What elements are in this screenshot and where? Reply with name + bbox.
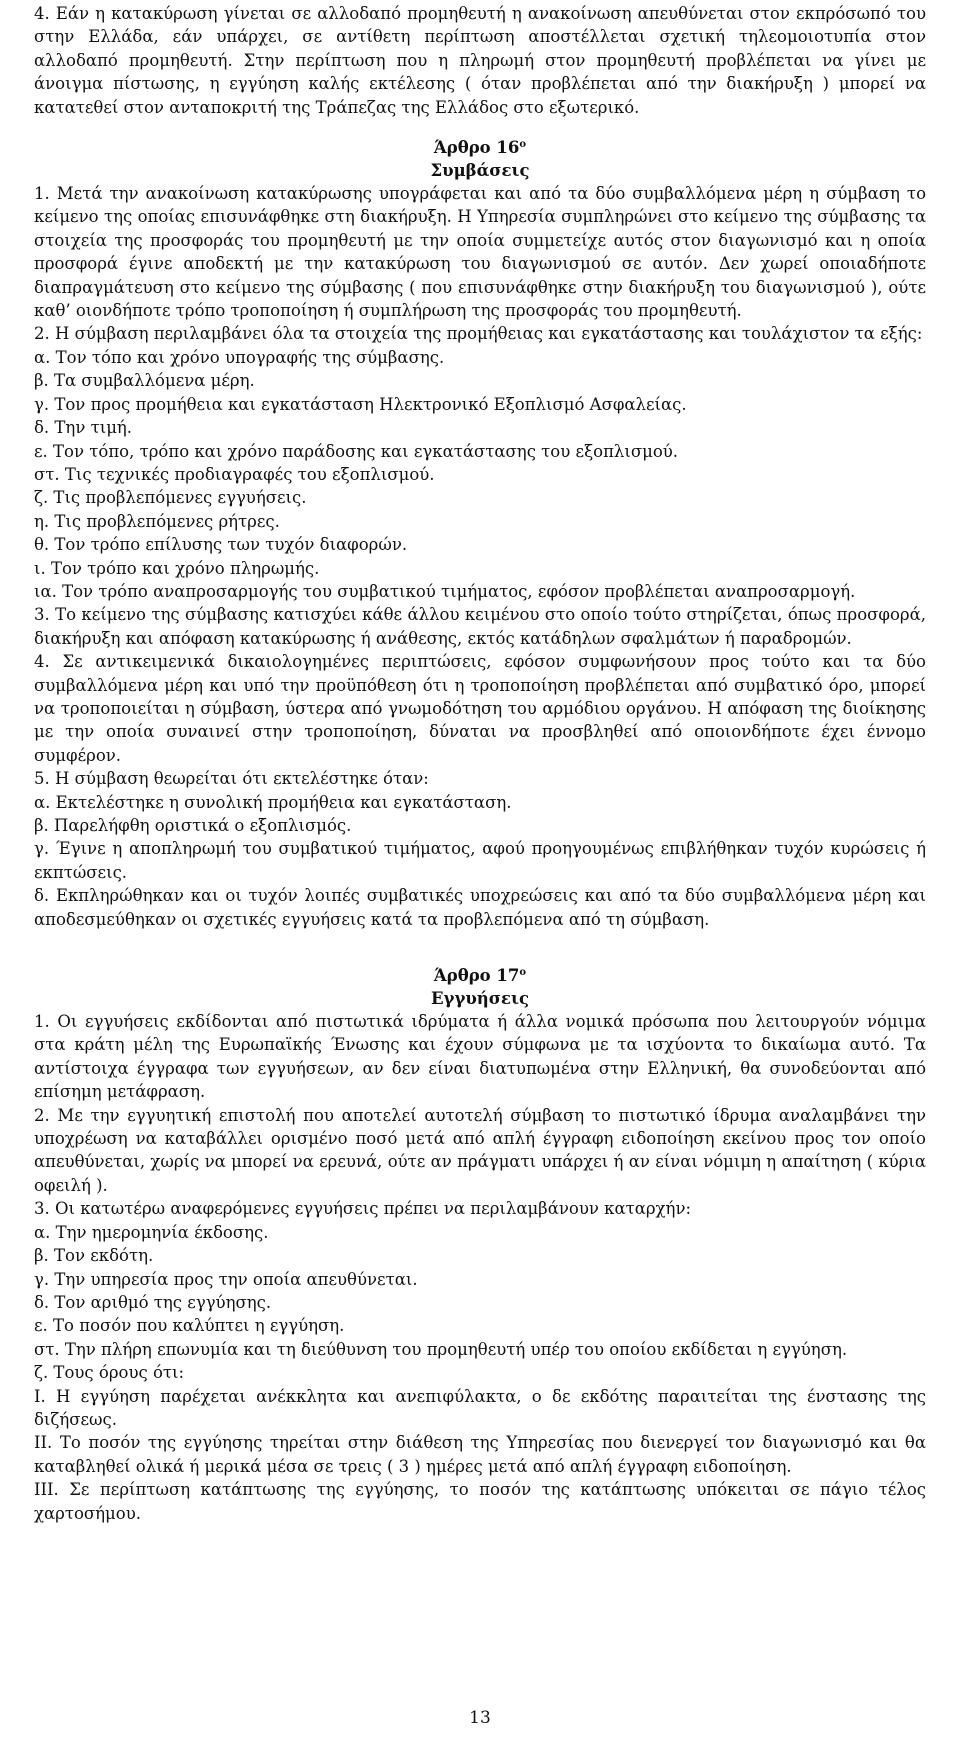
- article-16-paragraph: 3. Το κείμενο της σύμβασης κατισχύει κάθε άλλου κειμένου στο οποίο τούτο στηρίζεται, όπως προσφορά, διακήρυξη και απόφαση κατακύρωσης ή ανάθεσης, εκτός κατάδηλων σφαλμάτων ή παραδρομών.: [34, 605, 926, 648]
- list-item: ζ. Τους όρους ότι:: [34, 1363, 185, 1383]
- list-item: δ. Την τιμή.: [34, 418, 133, 438]
- list-item: γ. Τον προς προμήθεια και εγκατάσταση Ηλεκτρονικό Εξοπλισμό Ασφαλείας.: [34, 394, 687, 414]
- spacer: [34, 931, 926, 961]
- document-page: [34, 2, 926, 1525]
- list-item: δ. Τον αριθμό της εγγύησης.: [34, 1292, 272, 1312]
- article-17-ordinal: ο: [519, 967, 527, 979]
- page-number: 13: [469, 1708, 491, 1728]
- article-16-paragraph: 1. Μετά την ανακοίνωση κατακύρωσης υπογράφεται και από τα δύο συμβαλλόμενα μέρη η σύμβαση το κείμενο της οποίας επισυνάφθηκε στη διακήρυξη. Η Υπηρεσία συμπληρώνει στο κείμενο της σύμβασης τα στοιχεία της προσφοράς του προμηθευτή με την οποία συμμετείχε αυτός στον διαγωνισμό και η οποία προσφορά έγινε αποδεκτή με την κατακύρωση του διαγωνισμού σε αυτόν. Δεν χωρεί οποιαδήποτε διαπραγμάτευση στο κείμενο της σύμβασης ( που επισυνάφθηκε στην διακήρυξη του διαγωνισμού ), ούτε καθ’ οιονδήποτε τρόπο τροποποίηση ή συμπλήρωση της προσφοράς του προμηθευτή.: [34, 184, 926, 321]
- article-17-number: Άρθρο 17: [433, 966, 520, 986]
- list-item: γ. Την υπηρεσία προς την οποία απευθύνεται.: [34, 1269, 418, 1289]
- article-17-paragraph: 3. Οι κατωτέρω αναφερόμενες εγγυήσεις πρέπει να περιλαμβάνουν καταρχήν:: [34, 1199, 692, 1219]
- article-16-body: [34, 182, 926, 931]
- list-item: α. Εκτελέστηκε η συνολική προμήθεια και εγκατάσταση.: [34, 792, 512, 812]
- list-item: ΙΙ. Το ποσόν της εγγύησης τηρείται στην διάθεση της Υπηρεσίας που διενεργεί τον διαγωνισμό και θα καταβληθεί ολικά ή μερικά μέσα σε τρεις ( 3 ) ημέρες μετά από απλή έγγραφη ειδοποίηση.: [34, 1433, 926, 1476]
- list-item: β. Παρελήφθη οριστικά ο εξοπλισμός.: [34, 816, 352, 835]
- list-item: δ. Εκπληρώθηκαν και οι τυχόν λοιπές συμβατικές υποχρεώσεις και από τα δύο συμβαλλόμενα μέρη και αποδεσμεύθηκαν οι σχετικές εγγυήσεις κατά τα προβλεπόμενα από τη σύμβαση.: [34, 886, 926, 929]
- list-item: γ. Έγινε η αποπληρωμή του συμβατικού τιμήματος, αφού προηγουμένως επιβλήθηκαν τυχόν κυρώσεις ή εκπτώσεις.: [34, 839, 926, 882]
- list-item: ζ. Τις προβλεπόμενες εγγυήσεις.: [34, 488, 307, 508]
- article-16-title: Συμβάσεις: [430, 161, 530, 181]
- intro-paragraph: 4. Εάν η κατακύρωση γίνεται σε αλλοδαπό προμηθευτή η ανακοίνωση απευθύνεται στον εκπρόσωπό του στην Ελλάδα, εάν υπάρχει, σε αντίθετη περίπτωση αποστέλλεται σχετική τηλεομοιοτυπία στον αλλοδαπό προμηθευτή. Στην περίπτωση που η πληρωμή στον προμηθευτή προβλέπεται να γίνει με άνοιγμα πίστωσης, η εγγύηση καλής εκτέλεσης ( όταν προβλέπεται από την διακήρυξη ) μπορεί να κατατεθεί στον ανταποκριτή της Τράπεζας της Ελλάδος στο εξωτερικό.: [34, 4, 926, 117]
- list-item: ια. Τον τρόπο αναπροσαρμογής του συμβατικού τιμήματος, εφόσον προβλέπεται αναπροσαρμογή.: [34, 581, 856, 601]
- list-item: ι. Τον τρόπο και χρόνο πληρωμής.: [34, 558, 320, 578]
- article-16-heading: [34, 133, 926, 159]
- list-item: α. Την ημερομηνία έκδοσης.: [34, 1222, 269, 1242]
- article-17-paragraph: 2. Με την εγγυητική επιστολή που αποτελεί αυτοτελή σύμβαση το πιστωτικό ίδρυμα αναλαμβάνει την υποχρέωση να καταβάλλει ορισμένο ποσό μετά από απλή έγγραφη ειδοποίηση εκείνου προς τον οποίο απευθύνεται, χωρίς να μπορεί να ερευνά, ούτε αν πράγματι υπάρχει ή αν είναι νόμιμη η απαίτηση ( κύρια οφειλή ).: [34, 1105, 926, 1195]
- list-item: στ. Την πλήρη επωνυμία και τη διεύθυνση του προμηθευτή υπέρ του οποίου εκδίδεται η εγγύηση.: [34, 1339, 848, 1359]
- article-16-paragraph: 5. Η σύμβαση θεωρείται ότι εκτελέστηκε όταν:: [34, 769, 429, 789]
- article-16-number: Άρθρο 16: [433, 138, 520, 158]
- article-17-heading: [34, 961, 926, 987]
- list-item: θ. Τον τρόπο επίλυσης των τυχόν διαφορών.: [34, 535, 408, 555]
- article-16-paragraph: 4. Σε αντικειμενικά δικαιολογημένες περιπτώσεις, εφόσον συμφωνήσουν προς τούτο και τα δύο συμβαλλόμενα μέρη και υπό την προϋπόθεση ότι η τροποποίηση προβλέπεται από συμβατικό όρο, μπορεί να τροποποιείται η σύμβαση, ύστερα από γνωμοδότηση του αρμόδιου οργάνου. Η απόφαση της διοίκησης με την οποία συναινεί στην τροποποίηση, δύναται να προσβληθεί από οποιονδήποτε έχει έννομο συμφέρον.: [34, 652, 926, 765]
- article-17-body: [34, 1010, 926, 1525]
- article-16-ordinal: ο: [519, 139, 527, 151]
- list-item: στ. Τις τεχνικές προδιαγραφές του εξοπλισμού.: [34, 464, 435, 484]
- article-17-paragraph: 1. Οι εγγυήσεις εκδίδονται από πιστωτικά ιδρύματα ή άλλα νομικά πρόσωπα που λειτουργούν νόμιμα στα κράτη μέλη της Ευρωπαϊκής Ένωσης και έχουν σύμφωνα με τα ισχύοντα το δικαίωμα αυτό. Τα αντίστοιχα έγγραφα των εγγυήσεων, αν δεν είναι διατυπωμένα στην Ελληνική, θα συνοδεύονται από επίσημη μετάφραση.: [34, 1012, 926, 1102]
- spacer: [34, 119, 926, 133]
- list-item: η. Τις προβλεπόμενες ρήτρες.: [34, 511, 280, 531]
- article-16-paragraph: 2. Η σύμβαση περιλαμβάνει όλα τα στοιχεία της προμήθειας και εγκατάστασης και τουλάχιστον τα εξής:: [34, 324, 923, 344]
- list-item: ε. Το ποσόν που καλύπτει η εγγύηση.: [34, 1316, 345, 1336]
- list-item: α. Τον τόπο και χρόνο υπογραφής της σύμβασης.: [34, 347, 445, 367]
- list-item: ΙΙΙ. Σε περίπτωση κατάπτωσης της εγγύησης, το ποσόν της κατάπτωσης υπόκειται σε πάγιο τέλος χαρτοσήμου.: [34, 1480, 926, 1523]
- list-item: Ι. Η εγγύηση παρέχεται ανέκκλητα και ανεπιφύλακτα, ο δε εκδότης παραιτείται της ένστασης της διζήσεως.: [34, 1386, 926, 1429]
- list-item: β. Τον εκδότη.: [34, 1246, 154, 1266]
- list-item: β. Τα συμβαλλόμενα μέρη.: [34, 371, 255, 391]
- article-17-title: Εγγυήσεις: [430, 989, 530, 1009]
- list-item: ε. Τον τόπο, τρόπο και χρόνο παράδοσης και εγκατάστασης του εξοπλισμού.: [34, 441, 679, 461]
